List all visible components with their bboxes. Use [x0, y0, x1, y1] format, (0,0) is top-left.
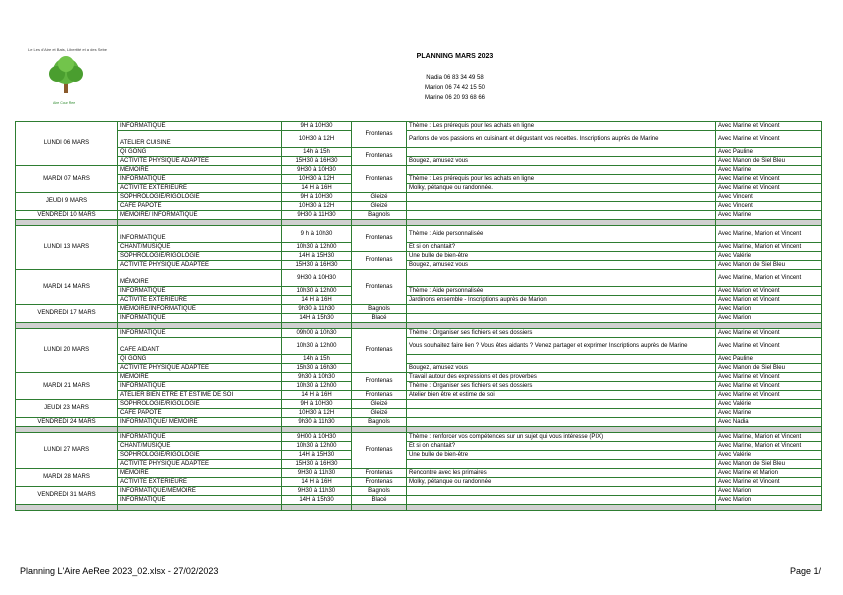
description-cell: Et si on chantait? [407, 243, 716, 252]
time-cell: 15h30 à 16h30 [282, 364, 352, 373]
description-cell [407, 355, 716, 364]
location-cell: Frontenas [352, 329, 407, 373]
table-row [16, 226, 822, 243]
time-cell: 10h30 à 12h00 [282, 338, 352, 355]
description-cell [407, 211, 716, 220]
facilitator-cell: Avec Manon de Siel Bleu [716, 364, 822, 373]
table-row [16, 469, 822, 478]
activity-cell: MÉMOIRE/ INFORMATIQUE [118, 211, 282, 220]
time-cell: 10h30 à 12h00 [282, 243, 352, 252]
table-row [16, 175, 822, 184]
description-cell: Bougez, amusez vous [407, 157, 716, 166]
location-cell: Frontenas [352, 166, 407, 193]
location-cell: Gleizé [352, 202, 407, 211]
time-cell: 9h30 à 11h30 [282, 418, 352, 427]
description-cell [407, 148, 716, 157]
description-cell [407, 193, 716, 202]
facilitator-cell: Avec Marion et Vincent [716, 296, 822, 305]
table-row [16, 261, 822, 270]
table-row [16, 243, 822, 252]
location-cell: Bagnols [352, 305, 407, 314]
separator-cell [118, 505, 282, 511]
description-cell: Rencontre avec les primaires [407, 469, 716, 478]
location-cell: Bagnols [352, 211, 407, 220]
time-cell: 9 h à 10h30 [282, 226, 352, 243]
time-cell: 10h30 à 12h00 [282, 442, 352, 451]
time-cell: 15H30 à 16H30 [282, 261, 352, 270]
location-cell: Frontenas [352, 122, 407, 148]
logo-subcaption: Aire Cour Ree [53, 101, 76, 105]
location-cell: Gleizé [352, 400, 407, 409]
description-cell: Thème : Organiser ses fichiers et ses dossiers [407, 382, 716, 391]
day-cell: VENDREDI 24 MARS [16, 418, 118, 427]
time-cell: 15H30 à 16H30 [282, 157, 352, 166]
description-cell: Molky, pétanque ou randonnée. [407, 184, 716, 193]
facilitator-cell: Avec Marine, Marion et Vincent [716, 243, 822, 252]
table-row [16, 433, 822, 442]
description-cell: Thème : Aide personnalisée [407, 287, 716, 296]
day-cell: VENDREDI 10 MARS [16, 211, 118, 220]
location-cell: Gleizé [352, 193, 407, 202]
tree-logo [44, 53, 88, 97]
activity-cell: INFORMATIQUE/MÉMOIRE [118, 487, 282, 496]
location-cell: Frontenas [352, 478, 407, 487]
activity-cell: SOPHROLOGIE/RIGOLOGIE [118, 252, 282, 261]
activity-cell: ACTIVITE PHYSIQUE ADAPTEE [118, 460, 282, 469]
day-cell: MARDI 21 MARS [16, 373, 118, 400]
activity-cell: INFORMATIQUE [118, 329, 282, 338]
facilitator-cell: Avec Marion [716, 496, 822, 505]
facilitator-cell: Avec Marine, Marion et Vincent [716, 442, 822, 451]
table-row [16, 409, 822, 418]
time-cell: 9H30 à 11h30 [282, 469, 352, 478]
table-row [16, 400, 822, 409]
facilitator-cell: Avec Marine [716, 211, 822, 220]
description-cell: Et si on chantait? [407, 442, 716, 451]
time-cell: 10H30 à 12H [282, 175, 352, 184]
facilitator-cell: Avec Marion [716, 314, 822, 323]
facilitator-cell: Avec Marine, Marion et Vincent [716, 226, 822, 243]
facilitator-cell: Avec Marine et Vincent [716, 175, 822, 184]
day-cell: MARDI 07 MARS [16, 166, 118, 193]
activity-cell: INFORMATIQUE [118, 122, 282, 131]
time-cell: 9H00 à 10H30 [282, 433, 352, 442]
day-cell: VENDREDI 17 MARS [16, 305, 118, 323]
description-cell: Thème : Les prérequis pour les achats en ligne [407, 175, 716, 184]
day-cell: JEUDI 9 MARS [16, 193, 118, 211]
description-cell: Bougez, amusez vous [407, 261, 716, 270]
time-cell: 10H30 à 12H [282, 131, 352, 148]
facilitator-cell: Avec Pauline [716, 355, 822, 364]
description-cell: Thème : renforcer vos compétences sur un sujet qui vous intéresse (PIX) [407, 433, 716, 442]
activity-cell: ATELIER CUISINE [118, 131, 282, 148]
day-cell: JEUDI 23 MARS [16, 400, 118, 418]
activity-cell: MÉMOIRE [118, 373, 282, 382]
facilitator-cell: Avec Marine [716, 409, 822, 418]
time-cell: 14H à 15h30 [282, 496, 352, 505]
contact-nadia: Nadia 06 83 34 49 58 [426, 75, 484, 81]
description-cell: Bougez, amusez vous [407, 364, 716, 373]
facilitator-cell: Avec Nadia [716, 418, 822, 427]
activity-cell: SOPHROLOGIE/RIGOLOGIE [118, 451, 282, 460]
location-cell: Frontenas [352, 433, 407, 469]
activity-cell: SOPHROLOGIE/RIGOLOGIE [118, 193, 282, 202]
activity-cell: INFORMATIQUE/ MÉMOIRE [118, 418, 282, 427]
page-title: PLANNING MARS 2023 [416, 53, 494, 60]
table-row [16, 338, 822, 355]
description-cell [407, 202, 716, 211]
facilitator-cell: Avec Marine et Vincent [716, 122, 822, 131]
table-row [16, 211, 822, 220]
activity-cell: QI GONG [118, 355, 282, 364]
table-row [16, 355, 822, 364]
activity-cell: ACTIVITE EXTERIEURE [118, 184, 282, 193]
table-row [16, 487, 822, 496]
description-cell [407, 496, 716, 505]
time-cell: 9H30 à 10H30 [282, 270, 352, 287]
table-row [16, 460, 822, 469]
contact-list [380, 73, 530, 103]
table-row [16, 364, 822, 373]
facilitator-cell: Avec Manon de Siel Bleu [716, 460, 822, 469]
table-row [16, 373, 822, 382]
table-row [16, 270, 822, 287]
separator-cell [282, 505, 352, 511]
facilitator-cell: Avec Valérie [716, 400, 822, 409]
location-cell: Frontenas [352, 252, 407, 270]
activity-cell: INFORMATIQUE [118, 496, 282, 505]
description-cell [407, 305, 716, 314]
time-cell: 10h30 à 12h00 [282, 287, 352, 296]
day-cell: MARDI 14 MARS [16, 270, 118, 305]
time-cell: 14 H à 16H [282, 296, 352, 305]
table-row [16, 442, 822, 451]
location-cell: Frontenas [352, 148, 407, 166]
description-cell [407, 166, 716, 175]
time-cell: 14H à 15H30 [282, 451, 352, 460]
separator-cell [352, 505, 407, 511]
activity-cell: ACTIVITE EXTERIEURE [118, 478, 282, 487]
facilitator-cell: Avec Marine et Vincent [716, 338, 822, 355]
description-cell [407, 418, 716, 427]
day-cell: MARDI 28 MARS [16, 469, 118, 487]
table-row [16, 287, 822, 296]
activity-cell: MÉMOIRE [118, 270, 282, 287]
day-cell: VENDREDI 31 MARS [16, 487, 118, 505]
separator-cell [716, 505, 822, 511]
facilitator-cell: Avec Marion [716, 305, 822, 314]
contact-marine: Marine 06 20 93 68 66 [424, 95, 486, 101]
activity-cell: SOPHROLOGIE/RIGOLOGIE [118, 400, 282, 409]
description-cell [407, 314, 716, 323]
planning-body [16, 122, 822, 511]
activity-cell: ACTIVITE PHYSIQUE ADAPTEE [118, 157, 282, 166]
facilitator-cell: Avec Pauline [716, 148, 822, 157]
activity-cell: MÉMOIRE [118, 166, 282, 175]
table-row [16, 382, 822, 391]
location-cell: Gleizé [352, 409, 407, 418]
table-row [16, 314, 822, 323]
activity-cell: QI GONG [118, 148, 282, 157]
facilitator-cell: Avec Marine [716, 166, 822, 175]
table-row [16, 166, 822, 175]
table-row [16, 329, 822, 338]
footer-page: Page 1/ [789, 566, 821, 576]
time-cell: 14 H à 16H [282, 184, 352, 193]
description-cell [407, 270, 716, 287]
table-row [16, 202, 822, 211]
location-cell: Bagnols [352, 487, 407, 496]
facilitator-cell: Avec Marine et Vincent [716, 478, 822, 487]
activity-cell: ATELIER BIEN ETRE ET ESTIME DE SOI [118, 391, 282, 400]
time-cell: 14 H à 16H [282, 391, 352, 400]
activity-cell: MÉMOIRE/INFORMATIQUE [118, 305, 282, 314]
time-cell: 9h30 à 10h30 [282, 373, 352, 382]
time-cell: 14 H à 16H [282, 478, 352, 487]
location-cell: Blacé [352, 314, 407, 323]
time-cell: 9H30 à 10H30 [282, 166, 352, 175]
activity-cell: ACTIVITE EXTERIEURE [118, 296, 282, 305]
time-cell: 15H30 à 16H30 [282, 460, 352, 469]
separator-cell [407, 505, 716, 511]
logo-caption: Le Les d'Aire et Bats, Libertité et a des Sebe [28, 47, 108, 52]
footer-filename: Planning L'Aire AeRee 2023_02.xlsx - 27/02/2023 [20, 566, 219, 576]
contact-marion: Marion 06 74 42 15 50 [424, 85, 486, 91]
facilitator-cell: Avec Marine et Vincent [716, 382, 822, 391]
activity-cell: CAFE PAPOTE [118, 202, 282, 211]
location-cell: Frontenas [352, 226, 407, 252]
table-row [16, 478, 822, 487]
activity-cell: INFORMATIQUE [118, 175, 282, 184]
table-row [16, 148, 822, 157]
location-cell: Frontenas [352, 270, 407, 305]
facilitator-cell: Avec Marine et Vincent [716, 373, 822, 382]
time-cell: 9H à 10H30 [282, 400, 352, 409]
day-cell: LUNDI 06 MARS [16, 122, 118, 166]
time-cell: 09h00 à 10h30 [282, 329, 352, 338]
activity-cell: INFORMATIQUE [118, 314, 282, 323]
table-row [16, 418, 822, 427]
facilitator-cell: Avec Vincent [716, 202, 822, 211]
time-cell: 9H30 à 11h30 [282, 487, 352, 496]
description-cell: Atelier bien être et estime de soi [407, 391, 716, 400]
time-cell: 9H à 10H30 [282, 122, 352, 131]
day-cell: LUNDI 27 MARS [16, 433, 118, 469]
table-row [16, 391, 822, 400]
activity-cell: INFORMATIQUE [118, 382, 282, 391]
table-row [16, 157, 822, 166]
time-cell: 9H30 à 11H30 [282, 211, 352, 220]
time-cell: 9H à 10H30 [282, 193, 352, 202]
description-cell: Thème : Organiser ses fichiers et ses dossiers [407, 329, 716, 338]
location-cell: Frontenas [352, 373, 407, 391]
table-row [16, 193, 822, 202]
facilitator-cell: Avec Marine et Vincent [716, 131, 822, 148]
description-cell: Travail autour des expressions et des proverbes [407, 373, 716, 382]
description-cell [407, 460, 716, 469]
description-cell: Thème : Aide personnalisée [407, 226, 716, 243]
activity-cell: INFORMATIQUE [118, 433, 282, 442]
week-separator [16, 505, 822, 511]
activity-cell: CHANT/MUSIQUE [118, 243, 282, 252]
description-cell [407, 409, 716, 418]
facilitator-cell: Avec Manon de Siel Bleu [716, 157, 822, 166]
activity-cell: INFORMATIQUE [118, 287, 282, 296]
description-cell [407, 400, 716, 409]
facilitator-cell: Avec Valérie [716, 451, 822, 460]
time-cell: 10H30 à 12H [282, 202, 352, 211]
time-cell: 10H30 à 12H [282, 409, 352, 418]
facilitator-cell: Avec Marine, Marion et Vincent [716, 433, 822, 442]
facilitator-cell: Avec Marine et Vincent [716, 391, 822, 400]
facilitator-cell: Avec Marion [716, 487, 822, 496]
separator-cell [16, 505, 118, 511]
description-cell: Une bulle de bien-être [407, 451, 716, 460]
table-row [16, 296, 822, 305]
description-cell: Vous souhaitez faire lien ? Vous êtes aidants ? Venez partager et exprimer Inscriptions auprès de Marine [407, 338, 716, 355]
location-cell: Bagnols [352, 418, 407, 427]
activity-cell: ACTIVITE PHYSIQUE ADAPTEE [118, 364, 282, 373]
facilitator-cell: Avec Valérie [716, 252, 822, 261]
facilitator-cell: Avec Vincent [716, 193, 822, 202]
description-cell: Parlons de vos passions en cuisinant et dégustant vos recettes. Inscriptions auprès de Marine [407, 131, 716, 148]
activity-cell: INFORMATIQUE [118, 226, 282, 243]
time-cell: 14H à 15h30 [282, 314, 352, 323]
activity-cell: MÉMOIRE [118, 469, 282, 478]
activity-cell: ACTIVITE PHYSIQUE ADAPTEE [118, 261, 282, 270]
location-cell: Blacé [352, 496, 407, 505]
time-cell: 14h à 15h [282, 148, 352, 157]
table-row [16, 451, 822, 460]
facilitator-cell: Avec Manon de Siel Bleu [716, 261, 822, 270]
activity-cell: CAFE AIDANT [118, 338, 282, 355]
day-cell: LUNDI 13 MARS [16, 226, 118, 270]
facilitator-cell: Avec Marine, Marion et Vincent [716, 270, 822, 287]
description-cell: Une bulle de bien-être [407, 252, 716, 261]
table-row [16, 305, 822, 314]
activity-cell: CHANT/MUSIQUE [118, 442, 282, 451]
time-cell: 14H à 15H30 [282, 252, 352, 261]
table-row [16, 496, 822, 505]
planning-table [15, 121, 822, 511]
description-cell: Thème : Les prérequis pour les achats en ligne [407, 122, 716, 131]
facilitator-cell: Avec Marine et Vincent [716, 329, 822, 338]
description-cell: Molky, pétanque ou randonnée [407, 478, 716, 487]
location-cell: Frontenas [352, 469, 407, 478]
facilitator-cell: Avec Marine et Marion [716, 469, 822, 478]
activity-cell: CAFE PAPOTE [118, 409, 282, 418]
description-cell [407, 487, 716, 496]
table-row [16, 252, 822, 261]
time-cell: 9h30 à 11h30 [282, 305, 352, 314]
table-row [16, 122, 822, 131]
table-row [16, 131, 822, 148]
table-row [16, 184, 822, 193]
time-cell: 14h à 15h [282, 355, 352, 364]
facilitator-cell: Avec Marion et Vincent [716, 287, 822, 296]
description-cell: Jardinons ensemble - Inscriptions auprès de Marion [407, 296, 716, 305]
facilitator-cell: Avec Marine et Vincent [716, 184, 822, 193]
location-cell: Frontenas [352, 391, 407, 400]
day-cell: LUNDI 20 MARS [16, 329, 118, 373]
time-cell: 10h30 à 12h00 [282, 382, 352, 391]
